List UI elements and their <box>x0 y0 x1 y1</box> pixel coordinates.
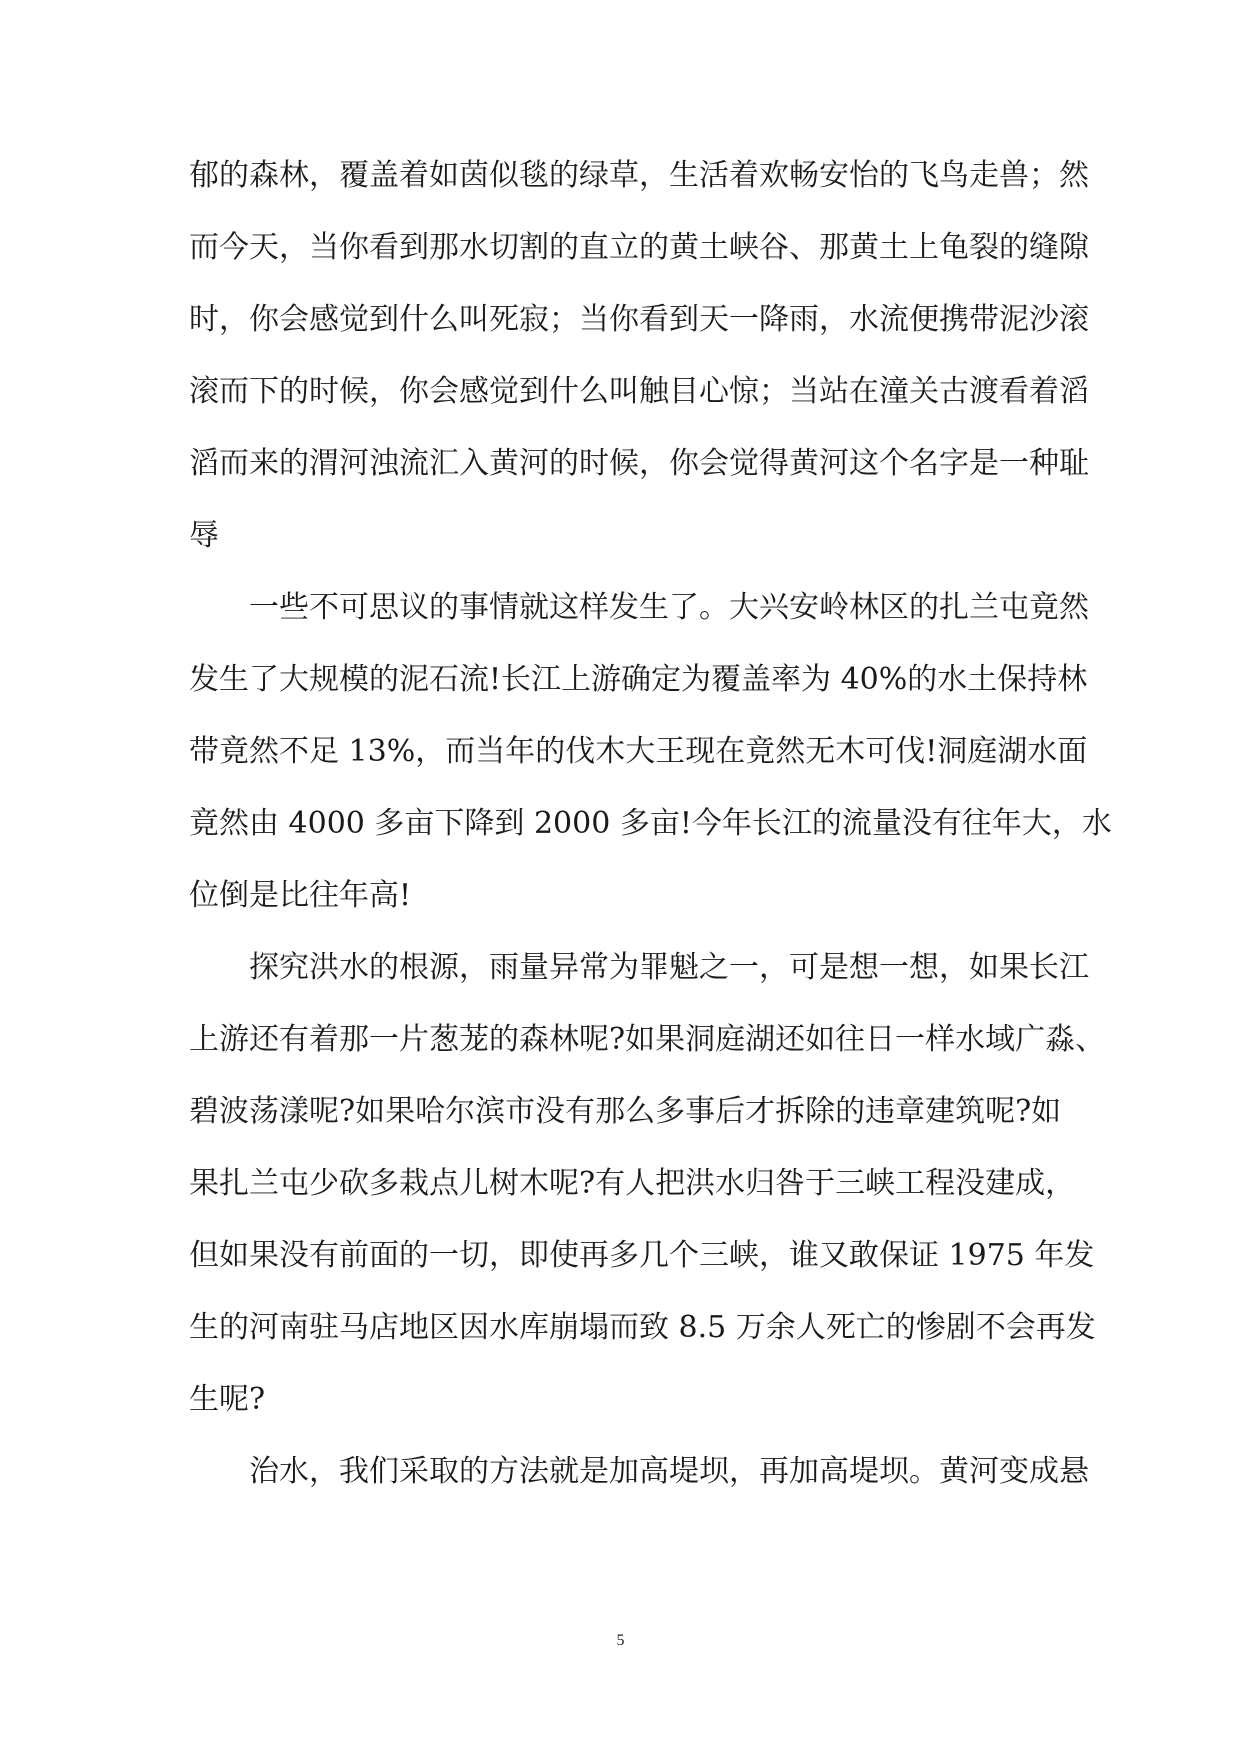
text-line: 治水，我们采取的方法就是加高堤坝，再加高堤坝。黄河变成悬 <box>249 1454 1089 1489</box>
text-line: 探究洪水的根源，雨量异常为罪魁之一，可是想一想，如果长江 <box>249 950 1089 985</box>
text-line: 辱 <box>189 518 219 553</box>
text-line: 竟然由 4000 多亩下降到 2000 多亩!今年长江的流量没有往年大，水 <box>189 806 1112 841</box>
text-line: 郁的森林，覆盖着如茵似毯的绿草，生活着欢畅安怡的飞鸟走兽；然 <box>189 158 1089 193</box>
text-line: 果扎兰屯少砍多栽点儿树木呢?有人把洪水归咎于三峡工程没建成， <box>189 1166 1076 1201</box>
text-line: 碧波荡漾呢?如果哈尔滨市没有那么多事后才拆除的违章建筑呢?如 <box>189 1094 1062 1129</box>
text-line: 生的河南驻马店地区因水库崩塌而致 8.5 万余人死亡的惨剧不会再发 <box>189 1310 1096 1345</box>
text-line: 滚而下的时候，你会感觉到什么叫触目心惊；当站在潼关古渡看着滔 <box>189 374 1089 409</box>
text-line: 发生了大规模的泥石流!长江上游确定为覆盖率为 40%的水土保持林 <box>189 662 1088 697</box>
page-number: 5 <box>616 1632 625 1649</box>
text-line: 但如果没有前面的一切，即使再多几个三峡，谁又敢保证 1975 年发 <box>189 1238 1095 1273</box>
text-line: 位倒是比往年高! <box>189 878 412 913</box>
text-line: 带竟然不足 13%，而当年的伐木大王现在竟然无木可伐!洞庭湖水面 <box>189 734 1088 769</box>
body-text <box>189 140 1112 1508</box>
text-line: 一些不可思议的事情就这样发生了。大兴安岭林区的扎兰屯竟然 <box>249 590 1089 625</box>
text-line: 生呢? <box>189 1382 266 1417</box>
text-line: 而今天，当你看到那水切割的直立的黄土峡谷、那黄土上龟裂的缝隙 <box>189 230 1089 265</box>
text-line: 时，你会感觉到什么叫死寂；当你看到天一降雨，水流便携带泥沙滚 <box>189 302 1089 337</box>
text-line: 滔而来的渭河浊流汇入黄河的时候，你会觉得黄河这个名字是一种耻 <box>189 446 1089 481</box>
text-line: 上游还有着那一片葱茏的森林呢?如果洞庭湖还如往日一样水域广淼、 <box>189 1022 1106 1057</box>
